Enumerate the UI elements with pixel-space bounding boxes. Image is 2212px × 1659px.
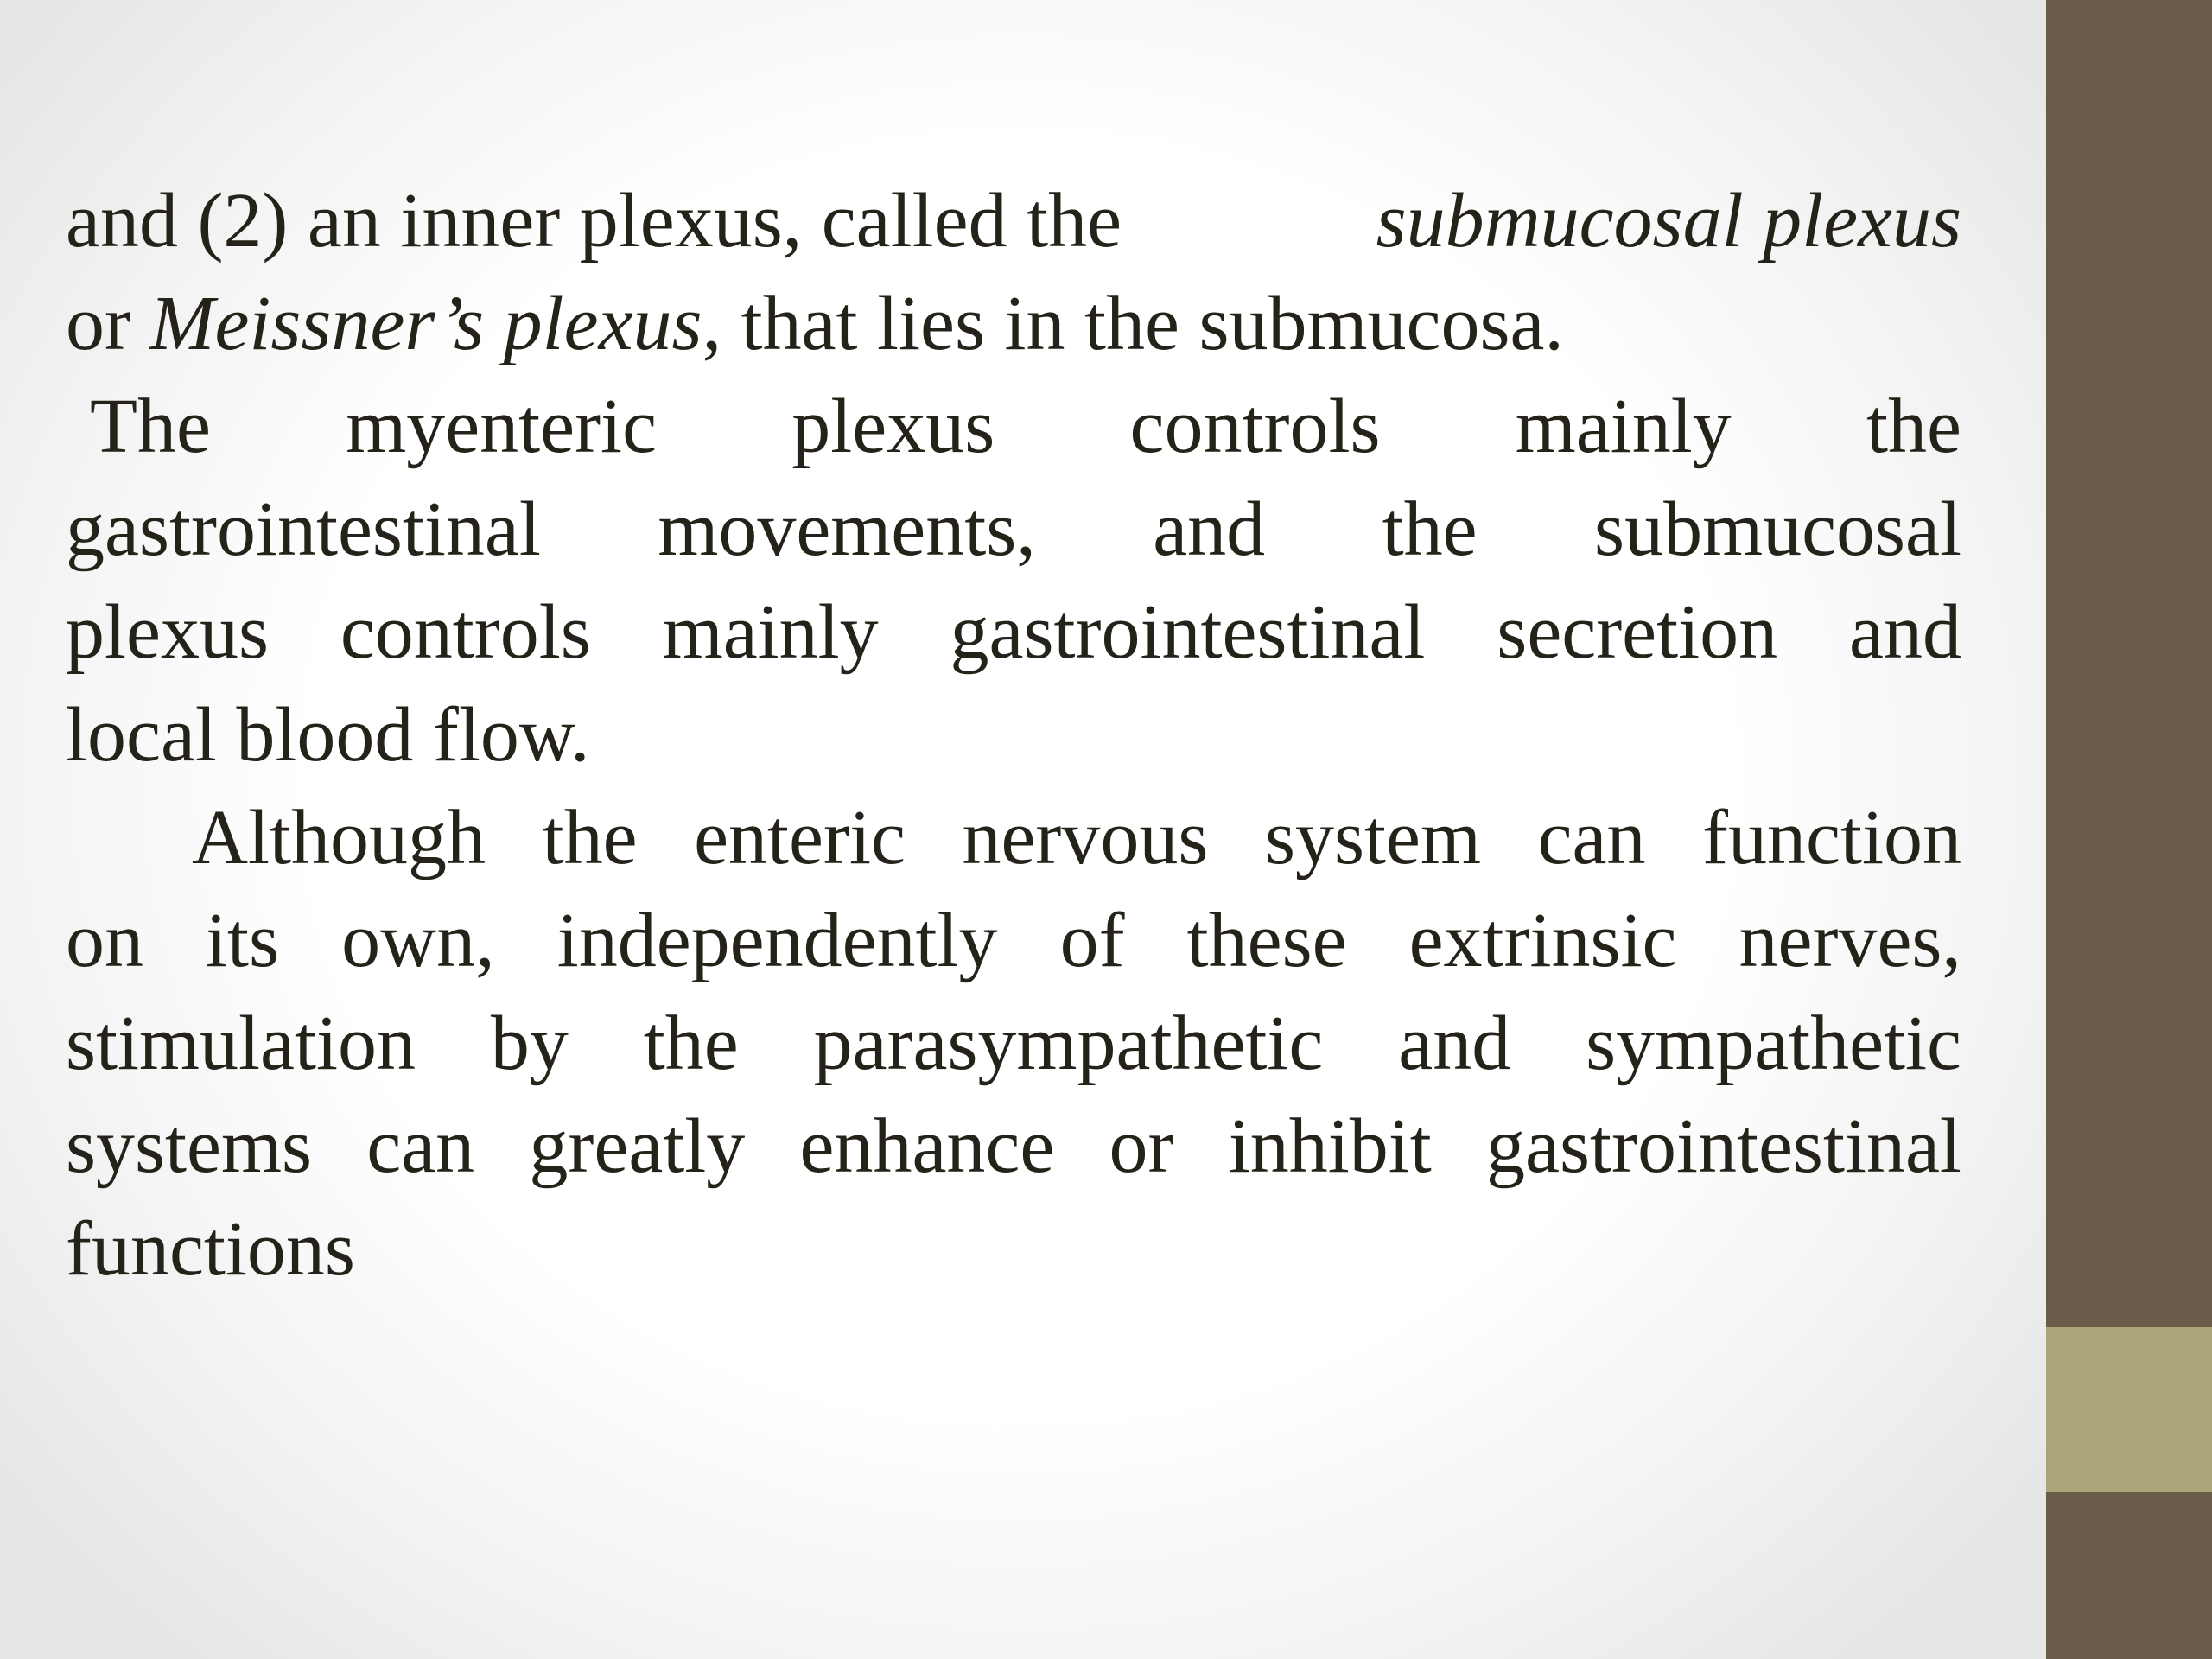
word: controls xyxy=(340,589,591,675)
word: of xyxy=(1059,898,1125,983)
text-line-2 xyxy=(66,272,1961,375)
text-line-11 xyxy=(66,1198,1961,1300)
slide-body-text xyxy=(66,169,1961,1300)
word: on xyxy=(66,898,143,983)
word: submucosal xyxy=(1594,486,1961,572)
text-run-italic: Meissner’s plexus xyxy=(149,281,702,366)
word: the xyxy=(1866,384,1961,469)
word: and xyxy=(1153,486,1266,572)
word: greatly xyxy=(529,1103,746,1189)
word: can xyxy=(366,1103,475,1189)
word: inhibit xyxy=(1228,1103,1432,1189)
word: nerves, xyxy=(1738,898,1961,983)
text-run-plain: and (2) an inner plexus, called the xyxy=(66,178,1122,264)
word: these xyxy=(1186,898,1347,983)
word: the xyxy=(1382,486,1478,572)
word: and xyxy=(1849,589,1961,675)
word: nervous xyxy=(962,795,1209,880)
word: gastrointestinal xyxy=(950,589,1426,675)
word: stimulation xyxy=(66,1001,416,1086)
text-line-4 xyxy=(66,478,1961,581)
word: plexus xyxy=(791,384,995,469)
word: systems xyxy=(66,1103,313,1189)
text-line-7 xyxy=(66,786,1961,889)
text-run-plain: or xyxy=(66,281,150,366)
word: The xyxy=(90,384,211,469)
word: system xyxy=(1265,795,1482,880)
text-run-plain: local blood flow. xyxy=(66,692,590,778)
word: independently xyxy=(556,898,998,983)
word: its xyxy=(206,898,280,983)
word: or xyxy=(1109,1103,1174,1189)
text-line-9 xyxy=(66,992,1961,1095)
word: by xyxy=(490,1001,569,1086)
word: extrinsic xyxy=(1408,898,1677,983)
word: function xyxy=(1702,795,1961,880)
word: can xyxy=(1537,795,1646,880)
word: mainly xyxy=(1515,384,1732,469)
word: own, xyxy=(341,898,495,983)
text-run-plain: functions xyxy=(66,1206,355,1292)
text-line-8 xyxy=(66,889,1961,992)
text-line-1 xyxy=(66,169,1961,272)
word: mainly xyxy=(662,589,879,675)
text-line-3 xyxy=(66,375,1961,478)
word: myenteric xyxy=(346,384,658,469)
side-bar-decoration-accent xyxy=(2046,1327,2212,1492)
word: gastrointestinal xyxy=(1486,1103,1961,1189)
word: the xyxy=(643,1001,739,1086)
word: enhance xyxy=(799,1103,1055,1189)
word: parasympathetic xyxy=(813,1001,1324,1086)
word: and xyxy=(1398,1001,1511,1086)
word: plexus xyxy=(66,589,269,675)
word: gastrointestinal xyxy=(66,486,541,572)
text-run-italic: submucosal plexus xyxy=(1376,178,1961,264)
text-line-10 xyxy=(66,1095,1961,1198)
word: movements, xyxy=(658,486,1036,572)
word: the xyxy=(542,795,638,880)
side-bar-decoration-top xyxy=(2046,0,2212,1327)
word: sympathetic xyxy=(1586,1001,1961,1086)
text-run xyxy=(66,169,1122,272)
side-bar-decoration-bottom xyxy=(2046,1492,2212,1659)
text-line-6 xyxy=(66,683,1961,786)
word: enteric xyxy=(694,795,906,880)
word: controls xyxy=(1129,384,1381,469)
text-run-plain: , that lies in the submucosa. xyxy=(702,281,1564,366)
word: Although xyxy=(192,795,486,880)
word: secretion xyxy=(1497,589,1778,675)
text-line-5 xyxy=(66,581,1961,683)
